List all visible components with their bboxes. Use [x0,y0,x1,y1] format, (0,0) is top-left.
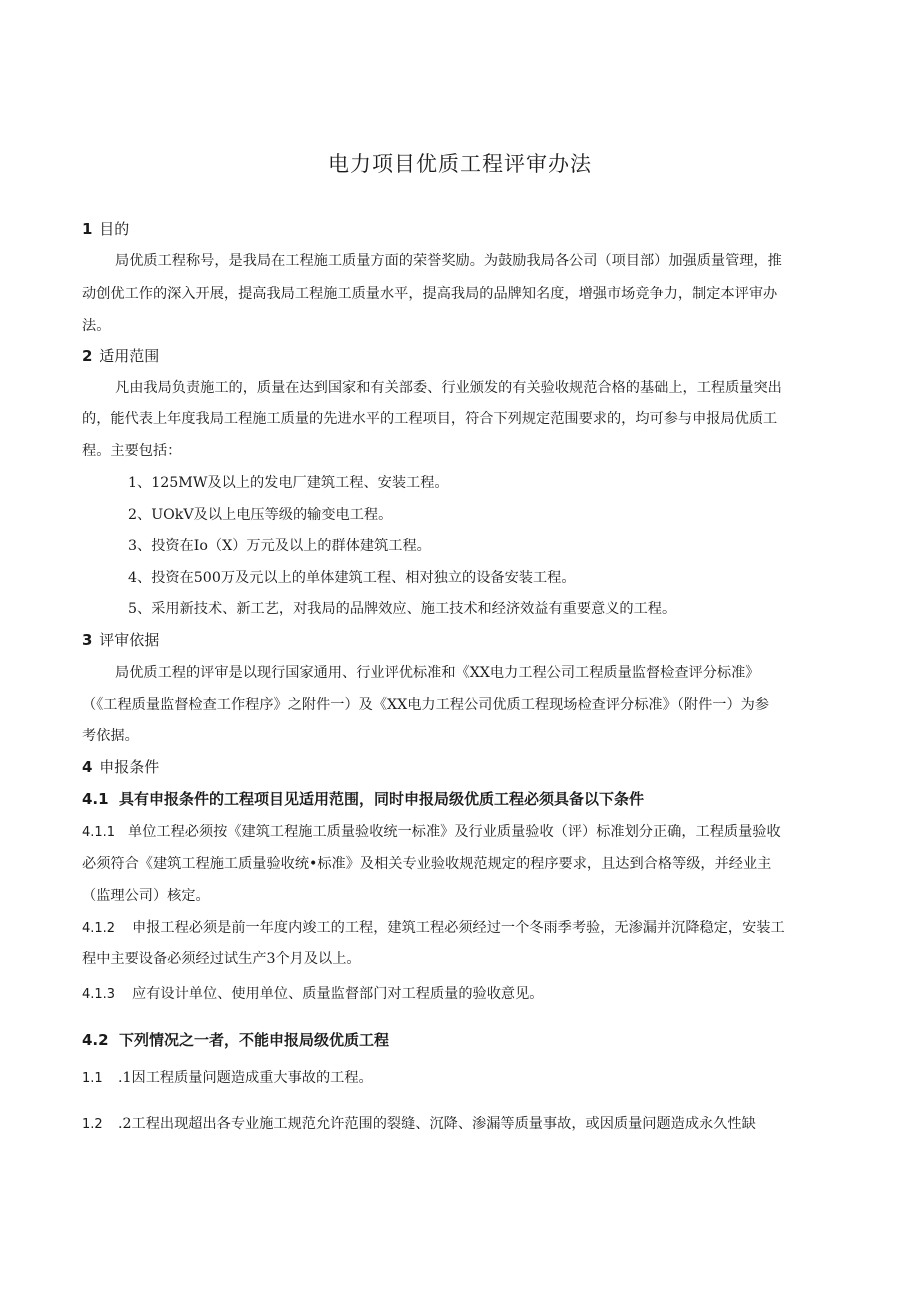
clause-number: 4.1.3 [82,987,116,1002]
section-number: 1 [82,220,93,238]
section-number: 4 [82,758,93,776]
paragraph-line: 必须符合《建筑工程施工质量验收统•标准》及相关专业验收规范规定的程序要求，且达到合格等级，并经业主 [82,856,772,872]
clause-number: 1.2 [82,1117,103,1132]
paragraph-line: 程。主要包括： [82,443,182,459]
clause-number: 4.1.1 [82,825,116,840]
paragraph-line: 局优质工程的评审是以现行国家通用、行业评优标准和《XX电力工程公司工程质量监督检查评分标准》 [115,665,760,681]
paragraph-line: 法。 [82,318,111,334]
list-item: 1、125MW及以上的发电厂建筑工程、安装工程。 [128,475,449,491]
section-title: 申报条件 [99,758,160,776]
clause-4-1-1 [82,822,781,843]
clause-number: 4.1.2 [82,921,116,936]
clause-text: 应有设计单位、使用单位、质量监督部门对工程质量的验收意见。 [132,986,544,1002]
paragraph-line: （监理公司）核定。 [82,888,210,904]
clause-number: 1.1 [82,1071,103,1086]
section-heading-2 [82,346,159,366]
subsection-title: 下列情况之一者，不能申报局级优质工程 [119,1031,390,1049]
subsection-title: 具有申报条件的工程项目见适用范围，同时申报局级优质工程必须具备以下条件 [119,790,645,808]
section-title: 适用范围 [99,347,160,365]
section-heading-4 [82,757,159,777]
subsection-number: 4.2 [82,1031,109,1049]
section-title: 目的 [99,220,130,238]
paragraph-line: 凡由我局负责施工的，质量在达到国家和有关部委、行业颁发的有关验收规范合格的基础上，工程质量突出 [115,380,782,396]
clause-text: 单位工程必须按《建筑工程施工质量验收统一标准》及行业质量验收（评）标准划分正确，工程质量验收 [128,824,781,840]
paragraph-line: （《工程质量监督检查工作程序》之附件一）及《XX电力工程公司优质工程现场检查评分标准》（附件一）为参 [82,697,770,713]
paragraph-line: 考依据。 [82,728,139,744]
document-title: 电力项目优质工程评审办法 [328,152,592,176]
clause-4-2-2 [82,1114,756,1135]
paragraph-line: 的，能代表上年度我局工程施工质量的先进水平的工程项目，符合下列规定范围要求的，均可参与申报局优质工 [82,411,778,427]
clause-text: .1因工程质量问题造成重大事故的工程。 [118,1070,373,1086]
paragraph-line: 程中主要设备必须经过试生产3个月及以上。 [82,951,361,967]
subsection-number: 4.1 [82,790,109,808]
section-title: 评审依据 [99,631,160,649]
paragraph-line: 动创优工作的深入开展，提高我局工程施工质量水平，提高我局的品牌知名度，增强市场竞争力，制定本评审办 [82,286,778,302]
list-item: 2、UOkV及以上电压等级的输变电工程。 [128,507,393,523]
list-item: 4、投资在500万及元以上的单体建筑工程、相对独立的设备安装工程。 [128,570,576,586]
clause-4-1-3 [82,984,543,1005]
subsection-heading-4-1 [82,789,644,809]
section-number: 3 [82,631,93,649]
section-number: 2 [82,347,93,365]
subsection-heading-4-2 [82,1030,389,1050]
section-heading-1 [82,219,129,239]
list-item: 3、投资在Io（X）万元及以上的群体建筑工程。 [128,538,431,554]
list-item: 5、采用新技术、新工艺，对我局的品牌效应、施工技术和经济效益有重要意义的工程。 [128,601,677,617]
clause-4-1-2 [82,918,785,939]
clause-4-2-1 [82,1068,373,1089]
paragraph-line: 局优质工程称号，是我局在工程施工质量方面的荣誉奖励。为鼓励我局各公司（项目部）加强质量管理，推 [115,253,782,269]
clause-text: 申报工程必须是前一年度内竣工的工程，建筑工程必须经过一个冬雨季考验，无渗漏并沉降稳定，安装工 [132,920,785,936]
clause-text: .2工程出现超出各专业施工规范允许范围的裂缝、沉降、渗漏等质量事故，或因质量问题造成永久性缺 [118,1116,756,1132]
section-heading-3 [82,630,159,650]
